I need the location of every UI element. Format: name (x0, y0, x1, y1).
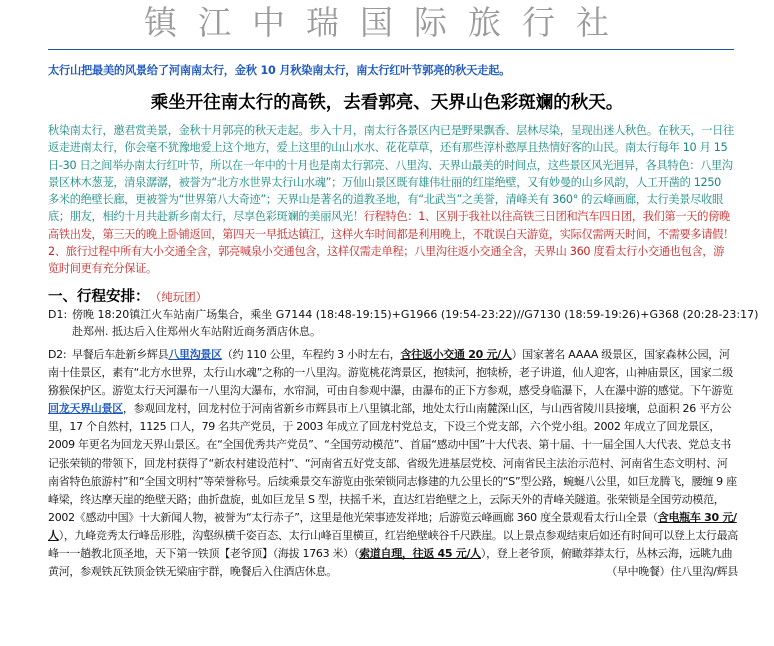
intro-paragraph: 秋染南太行，邀君赏美景，金秋十月郭亮的秋天走起。步入十月，南太行各景区内已是野果飘香、层林尽染，呈现出迷人秋色。在秋天，一日往返走进南太行，你会毫不犹豫地爱上这个地方，爱上这里的山山水水、花花草草，还有那些淳朴憨厚且热情好客的山民。南太行每年 10 月 15 日-30 日之间举办南太行红叶节，所以在一年中的十月也是南太行郭亮、八里沟、天界山最美的时间点，这些景区风光迥异，各具特色：八里沟景区林木葱茏，清泉潺潺，被誉为“北方水世界太行山水魂”；万仙山景区既有雄伟壮丽的红崖绝壁，又有妙曼的山乡风韵，人工开凿的 1250 多米的绝壁长廊，更被誉为“世界第八大奇迹”；天界山是著名的道教圣地，有“北武当”之美誉，清峰关有 360° 的云峰画廊，太行美景尽收眼底；朋友，相约十月共赴新乡南太行，尽享色彩斑斓的美丽风光！ (48, 124, 734, 224)
trip-features: 行程特色：1、区别于我社以往高铁三日团和汽车四日团，我们第一天的傍晚高铁出发，第三天的晚上卧铺返回，第四天一早抵达镇江，这样火车时间都是利用晚上，不耽误白天游览，实际仅需两天时间，不需要多请假！2、旅行过程中所有大小交通全含，郭亮喊泉小交通包含，这样仅需走单程；八里沟往返小交通全含，天界山 360 度看太行小交通也包含，游览时间更有充分保证。 (48, 210, 734, 276)
place-link-tianjieshan[interactable]: 回龙天界山景区 (48, 402, 123, 416)
agency-title: 镇江中瑞国际旅行社 (144, 3, 630, 42)
day-2-seg2: （约 110 公里，车程约 3 小时左右， (221, 348, 401, 361)
day-2-seg6: ），登上老爷顶，俯瞰莽莽太行，丛林云海，远眺九曲黄河，参观铁瓦铁顶金铁无梁庙宇群，晚餐后入住酒店休息。 (48, 547, 733, 579)
day-2-label: D2: (48, 348, 67, 361)
transport-note-1: 含往返小交通 20 元/人 (400, 348, 512, 361)
day-2-seg1: 早餐后车赴新乡辉县 (72, 348, 169, 361)
day-1-text-cont: 赴郑州. 抵达后入住郑州火车站附近商务酒店休息。 (72, 325, 321, 339)
transport-note-3: 索道自理，往返 45 元/人 (359, 547, 481, 561)
section-title (48, 285, 207, 306)
day-2-seg5: ），九峰竞秀太行峰岳形胜，沟壑纵横千姿百态、太行山峰百里横亘，红岩绝壁峡谷千尺跌崖。以上景点参观结束后如还有时间可以登上太行最高峰一一趟教北顶圣地，天下第一铁顶【老爷顶】（海拔 1763 米）（ (48, 528, 738, 561)
tour-type-note: （纯玩团） (155, 290, 208, 304)
day-1-label: D1: (48, 308, 68, 321)
place-link-baligou[interactable]: 八里沟景区 (168, 348, 222, 361)
header-rule (48, 49, 734, 50)
intro-block (48, 122, 734, 278)
day-2-seg3: ）国家著名 AAAA 级景区，国家森林公园，河南十佳景区，素有“北方水世界，太行山水魂”之称的一八里沟。游览桃花湾景区，抱犊河，抱犊桥，老子讲道，仙人迎客，山神庙景区，国家二级猕猴保护区。游览太行天河瀑布一八里沟大瀑布，水帘洞，可由自参观中瀑，由瀑布的正下方参观，感受身临瀑下，人在瀑中游的感觉。下午游览 (48, 348, 733, 398)
section-title-text: 一、行程安排： (48, 289, 150, 305)
day-2-meals-lodging: （早中晚餐）住八里沟/辉县 (606, 565, 738, 579)
day-1-text: 傍晚 18:20镇江火车站南广场集合，乘坐 G7144 (18:48-19:15)+G1966 (19:54-23:22)//G7130 (18:59-19:26)+G368 (20:28-23:17) (72, 308, 759, 321)
day-2-seg4: ，参观回龙村，回龙村位于河南省新乡市辉县市上八里镇北部，地处太行山南麓深山区，与山西省陵川县接壤，总面积 26 平方公里，17 个自然村，1125 口人，79 名共产党员，于 2003 年成立了回龙村党总支，下设三个党支部，六个党小组。2002 年成立了回龙景区，2009 年更名为回龙天界山景区。在“全国优秀共产党员”、“全国劳动模范”、首届“感动中国”十大代表、第十届、十一届全国人大代表、党总支书记张荣锁的带领下，回龙村获得了“新农村建设范村”、“河南省五好党支部、省级先进基层党校、河南省民主法治示范村、河南省生态文明村、河南省特色旅游村”和“全国文明村”等荣誉称号。后续乘景交车游览由张荣锁同志修建的九公里长的“S”型公路，蜿蜒八公里，如巨龙腾飞，腰缠 9 座峰梁，终达摩天崖的绝壁天路；曲折盘旋，虬如巨龙呈 S 型，扶摇千米，直达红岩绝壁之上，云际天外的青峰关隧道。张荣锁是全国劳动模范，2002《感动中国》十大新闻人物，被誉为“太行赤子”，这里是他光荣事迹发祥地；后游览云峰画廊 360 度全景观看太行山全景（ (48, 402, 737, 524)
day-1 (48, 306, 759, 341)
transport-note-2: 含电瓶车 30 元/人 (48, 510, 737, 542)
promo-line: 太行山把最美的风景给了河南南太行，金秋 10 月秋染南太行，南太行红叶节郭亮的秋天走起。 (48, 64, 511, 77)
headline: 乘坐开往南太行的高铁，去看郭亮、天界山色彩斑斓的秋天。 (150, 93, 624, 113)
day-2 (48, 346, 738, 581)
day-1-line (48, 306, 759, 323)
